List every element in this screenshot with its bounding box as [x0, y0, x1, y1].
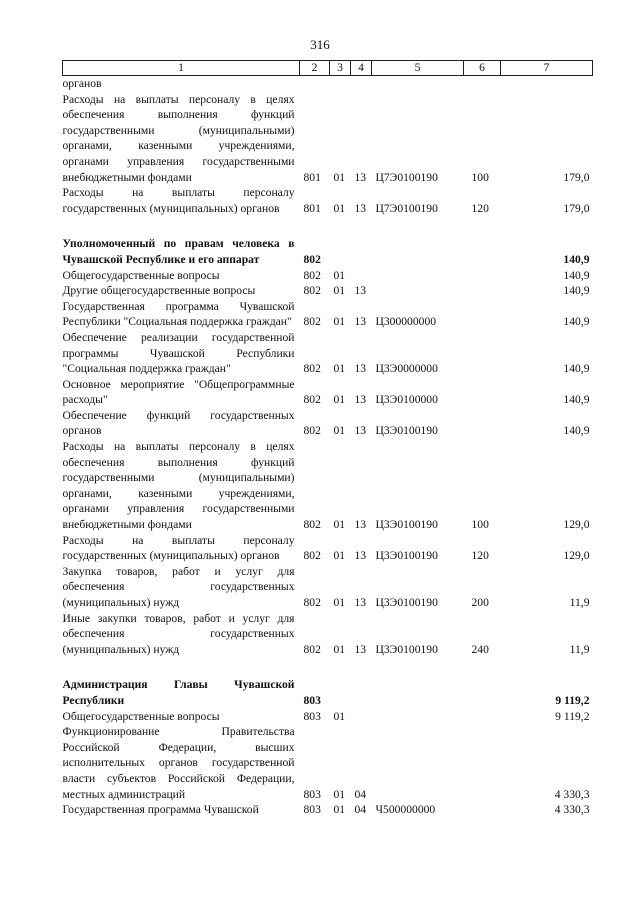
row-amount-cell: 140,9: [563, 284, 590, 298]
row-amount-cell: 140,9: [563, 315, 590, 329]
row-subsection-cell: 13: [354, 393, 367, 407]
row-subsection-cell: 13: [354, 596, 367, 609]
table-row: [63, 533, 593, 564]
row-name-cell: Государственная программа Чувашской Республики "Социальная поддержка граждан": [62, 299, 295, 329]
row-section-cell: 01: [333, 315, 346, 329]
row-code-cell: 802: [303, 424, 321, 438]
spacer-cell: [63, 657, 593, 677]
table-row: [63, 236, 593, 267]
table-row: [63, 92, 593, 186]
row-type-cell: [464, 724, 501, 802]
row-type-cell: [464, 677, 501, 708]
row-code-cell: 803: [303, 709, 321, 723]
row-amount-cell: 140,9: [563, 393, 590, 407]
row-name-cell: Обеспечение реализации государственной программы Чувашской Республики "Социальная поддержка граждан": [62, 330, 295, 376]
row-name-cell: Администрация Главы Чувашской Республики: [62, 678, 295, 707]
row-name-cell: Другие общегосударственные вопросы: [62, 284, 256, 298]
row-section-cell: [330, 76, 351, 92]
row-code-cell: 802: [303, 596, 321, 609]
table-row: [63, 299, 593, 330]
row-type-cell: 120: [471, 201, 489, 215]
table-row: [63, 709, 593, 725]
table-row: [63, 802, 593, 818]
row-name-cell: Обеспечение функций государственных органов: [62, 408, 295, 438]
row-target-cell: Ц300000000: [375, 315, 437, 329]
row-amount-cell: 129,0: [563, 518, 590, 532]
row-amount-cell: 4 330,3: [554, 787, 590, 801]
row-section-cell: 01: [333, 803, 346, 817]
table-row: [63, 283, 593, 299]
row-amount-cell: 9 119,2: [555, 709, 590, 723]
row-type-cell: 120: [471, 549, 489, 563]
row-amount-cell: 4 330,3: [554, 803, 590, 817]
row-subsection-cell: 13: [354, 518, 367, 532]
row-name-cell: Расходы на выплаты персоналу в целях обеспечения выполнения функций государственными (муниципальными) органами, казенными учреждениями, органами управления государственными внебюджетными фондами: [62, 440, 295, 532]
row-section-cell: 01: [333, 393, 346, 407]
row-type-cell: 100: [471, 518, 489, 532]
row-target-cell: [372, 724, 464, 802]
row-amount-cell: 140,9: [563, 362, 590, 376]
row-type-cell: [464, 268, 501, 284]
budget-table: [62, 60, 593, 818]
row-section-cell: 01: [333, 518, 346, 532]
row-subsection-cell: 04: [354, 803, 367, 817]
row-subsection-cell: [351, 76, 372, 92]
row-type-cell: [464, 377, 501, 408]
row-name-cell: Основное мероприятие "Общепрограммные расходы": [62, 377, 295, 407]
row-subsection-cell: 13: [354, 549, 367, 563]
row-subsection-cell: [351, 236, 372, 267]
spacer-row: [63, 216, 593, 236]
row-target-cell: [372, 236, 464, 267]
row-target-cell: Ц7Э0100190: [375, 201, 438, 215]
row-target-cell: Ц3Э0000000: [375, 362, 438, 376]
row-amount-cell: 11,9: [569, 596, 590, 609]
row-subsection-cell: 13: [354, 170, 367, 184]
row-section-cell: 01: [333, 201, 346, 215]
row-subsection-cell: 13: [354, 315, 367, 329]
row-section-cell: [330, 677, 351, 708]
row-section-cell: 01: [333, 596, 346, 609]
row-target-cell: Ц3Э0100190: [375, 596, 438, 609]
header-col-4: 4: [351, 61, 372, 76]
row-name-cell: Закупка товаров, работ и услуг для обеспечения государственных (муниципальных) нужд: [62, 564, 295, 609]
row-subsection-cell: [351, 268, 372, 284]
table-row: [63, 439, 593, 533]
row-section-cell: 01: [333, 268, 346, 282]
row-target-cell: [372, 283, 464, 299]
table-row: [63, 377, 593, 408]
row-amount-cell: 11,9: [569, 642, 590, 656]
header-col-7: 7: [501, 61, 593, 76]
row-amount-cell: 140,9: [563, 268, 590, 282]
table-body: [63, 76, 593, 818]
row-target-cell: Ц3Э0100190: [375, 642, 438, 656]
row-subsection-cell: 13: [354, 642, 367, 656]
row-target-cell: [372, 709, 464, 725]
table-row: [63, 268, 593, 284]
row-subsection-cell: 04: [354, 787, 367, 801]
row-name-cell: Уполномоченный по правам человека в Чувашской Республике и его аппарат: [62, 237, 295, 266]
row-subsection-cell: 13: [354, 424, 367, 438]
row-name-cell: Расходы на выплаты персоналу государственных (муниципальных) органов: [62, 533, 295, 563]
row-name-cell: Общегосударственные вопросы: [62, 268, 220, 282]
row-target-cell: [372, 268, 464, 284]
row-name-cell: Государственная программа Чувашской: [62, 803, 259, 817]
table-header: [63, 61, 593, 76]
header-row: [63, 61, 593, 76]
row-subsection-cell: 13: [354, 201, 367, 215]
row-code-cell: 801: [303, 170, 321, 184]
table-row: [63, 611, 593, 658]
table-row: [63, 408, 593, 439]
row-code-cell: 802: [303, 393, 321, 407]
row-target-cell: [372, 76, 464, 92]
row-code-cell: 803: [303, 787, 321, 801]
row-target-cell: [372, 677, 464, 708]
row-type-cell: [464, 330, 501, 377]
row-section-cell: [330, 236, 351, 267]
row-amount-cell: 129,0: [563, 549, 590, 563]
row-section-cell: 01: [333, 170, 346, 184]
row-type-cell: [464, 408, 501, 439]
row-amount-cell: 179,0: [563, 201, 590, 215]
row-target-cell: Ч500000000: [375, 803, 436, 817]
row-code-cell: 801: [303, 201, 321, 215]
header-col-3: 3: [330, 61, 351, 76]
row-target-cell: Ц3Э0100190: [375, 424, 438, 438]
row-code-cell: 803: [303, 803, 321, 817]
row-code-cell: 802: [303, 362, 321, 376]
row-code-cell: 802: [303, 284, 321, 298]
header-col-2: 2: [300, 61, 330, 76]
row-type-cell: [464, 299, 501, 330]
row-subsection-cell: [351, 677, 372, 708]
row-section-cell: 01: [333, 362, 346, 376]
row-type-cell: [464, 283, 501, 299]
header-col-6: 6: [464, 61, 501, 76]
table-row: [63, 724, 593, 802]
row-section-cell: 01: [333, 709, 346, 723]
table-row: [63, 564, 593, 611]
row-amount-cell: 179,0: [563, 170, 590, 184]
row-code-cell: 802: [303, 268, 321, 282]
row-code-cell: 802: [303, 549, 321, 563]
row-code-cell: 802: [303, 252, 321, 266]
header-col-5: 5: [372, 61, 464, 76]
table-row: [63, 330, 593, 377]
row-section-cell: 01: [333, 284, 346, 298]
row-code-cell: [300, 76, 330, 92]
row-target-cell: Ц3Э0100000: [375, 393, 438, 407]
row-type-cell: [464, 76, 501, 92]
row-subsection-cell: [351, 709, 372, 725]
row-code-cell: 802: [303, 315, 321, 329]
row-amount-cell: 9 119,2: [555, 693, 590, 707]
row-type-cell: 240: [471, 642, 489, 656]
header-col-1: 1: [63, 61, 300, 76]
row-type-cell: [464, 709, 501, 725]
row-target-cell: Ц7Э0100190: [375, 170, 438, 184]
row-name-cell: Функционирование Правительства Российской Федерации, высших исполнительных органов государственной власти субъектов Российской Федерации, местных администраций: [62, 725, 295, 801]
row-code-cell: 803: [303, 693, 321, 707]
row-name-cell: Расходы на выплаты персоналу государственных (муниципальных) органов: [62, 186, 295, 215]
row-section-cell: 01: [333, 787, 346, 801]
row-section-cell: 01: [333, 642, 346, 656]
row-subsection-cell: 13: [354, 362, 367, 376]
row-name-cell: Общегосударственные вопросы: [62, 709, 220, 723]
table-row: [63, 76, 593, 92]
row-amount-cell: 140,9: [563, 252, 590, 266]
table-row: [63, 185, 593, 216]
row-type-cell: [464, 236, 501, 267]
row-subsection-cell: 13: [354, 284, 367, 298]
row-name-cell: органов: [62, 77, 102, 90]
row-section-cell: 01: [333, 424, 346, 438]
row-amount-cell: [501, 76, 593, 92]
row-code-cell: 802: [303, 518, 321, 532]
spacer-cell: [63, 216, 593, 236]
row-type-cell: 100: [471, 170, 489, 184]
row-name-cell: Иные закупки товаров, работ и услуг для обеспечения государственных (муниципальных) нужд: [62, 611, 295, 656]
row-type-cell: [464, 802, 501, 818]
row-name-cell: Расходы на выплаты персоналу в целях обеспечения выполнения функций государственными (муниципальными) органами, казенными учреждениями, органами управления государственными внебюджетными фондами: [62, 92, 295, 184]
row-amount-cell: 140,9: [563, 424, 590, 438]
spacer-row: [63, 657, 593, 677]
table-row: [63, 677, 593, 708]
row-target-cell: Ц3Э0100190: [375, 518, 438, 532]
row-type-cell: 200: [471, 596, 489, 609]
row-section-cell: 01: [333, 549, 346, 563]
row-target-cell: Ц3Э0100190: [375, 549, 438, 563]
row-code-cell: 802: [303, 642, 321, 656]
page-number: 316: [310, 37, 330, 52]
